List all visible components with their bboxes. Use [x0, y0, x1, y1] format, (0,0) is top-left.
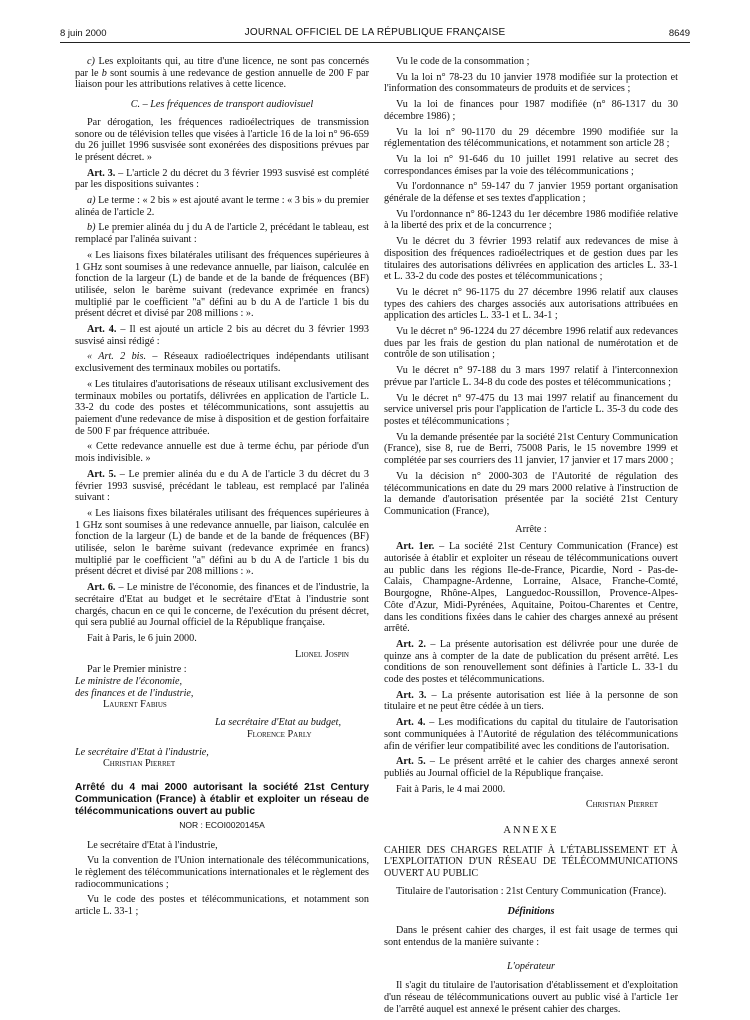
- visa: Vu le décret du 3 février 1993 relatif aux redevances de mise à disposition des fréquences radioélectriques et de gestion dues par les titulaires des autorisations délivrées en application des articles L. 33-1 et L. 33-2 du code des postes et télécommunications ;: [384, 236, 678, 283]
- quote: « Les liaisons fixes bilatérales utilisant des fréquences supérieures à 1 GHz sont soumises à une redevance annuelle, par liaison, calculée en fonction de la largeur (L) de bande et de la bande de fréquences (BF) utilisée, selon le barème suivant (redevance exprimée en francs) multiplié par le coefficient "a" défini au b du A de l'article 1 bis du présent décret et divisé par 208 millions : ».: [75, 249, 369, 320]
- visa: Vu l'ordonnance n° 59-147 du 7 janvier 1959 portant organisation générale de la défense et ses textes d'application ;: [384, 181, 678, 205]
- left-column: [75, 56, 369, 922]
- visa: Vu la demande présentée par la société 21st Century Communication (France), sise 8, rue de Berri, 75008 Paris, le 15 novembre 1999 et complétée par ses courriers des 11 janvier, 17 janvier et 17 mars 2000 ;: [384, 431, 678, 467]
- signature-parly: Florence Parly: [247, 728, 312, 740]
- industrie-title: Le secrétaire d'Etat à l'industrie,: [75, 746, 209, 758]
- visa: Vu l'ordonnance n° 86-1243 du 1er décembre 1986 modifiée relative à la liberté des prix et de la concurrence ;: [384, 208, 678, 232]
- operateur-heading: L'opérateur: [506, 960, 556, 972]
- titulaire: Titulaire de l'autorisation : 21st Century Communication (France).: [396, 885, 667, 897]
- paragraph: Dans le présent cahier des charges, il est fait usage de termes qui sont entendus de la manière suivante :: [384, 925, 678, 948]
- signature-jospin: Lionel Jospin: [295, 648, 349, 660]
- quote: « Cette redevance annuelle est due à terme échu, par période d'un mois indivisible. »: [75, 441, 369, 465]
- signature-pierret: Christian Pierret: [585, 799, 658, 811]
- article-5: Art. 5. – Le présent arrêté et le cahier des charges annexé seront publiés au Journal officiel de la République française.: [384, 756, 678, 779]
- paragraph: b) Le premier alinéa du j du A de l'article 2, précédant le tableau, est remplacé par l'alinéa suivant :: [75, 222, 369, 246]
- article-2: Art. 2. – La présente autorisation est délivrée pour une durée de quinze ans à compter de la date de publication du présent arrêté. Les conditions de son renouvellement sont définies à l'article L. 33-1 du code des postes et télécommunications.: [384, 638, 678, 686]
- paragraph: Par dérogation, les fréquences radioélectriques de transmission sonore ou de télévision telles que visées à l'article 16 de la loi n° 96-659 du 26 juillet 1996 susvisée sont exonérées des dispositions prévues par le présent décret. »: [75, 116, 369, 163]
- visa: Vu la loi n° 91-646 du 10 juillet 1991 relative au secret des correspondances émises par la voie des télécommunications ;: [384, 153, 678, 177]
- running-header: [60, 26, 690, 43]
- nor-reference: NOR : ECOI0020145A: [179, 819, 265, 830]
- visa: Vu le décret n° 96-1175 du 27 décembre 1996 relatif aux clauses types des cahiers des charges associés aux autorisations attribuées en application des articles L. 33-1 et L. 34-1 ;: [384, 286, 678, 322]
- visa: Vu la loi n° 90-1170 du 29 décembre 1990 modifiée sur la réglementation des télécommunications, et notamment son article 28 ;: [384, 126, 678, 150]
- header-date: 8 juin 2000: [60, 28, 107, 39]
- definitions-heading: Définitions: [507, 905, 555, 917]
- signature-fabius: Laurent Fabius: [103, 699, 167, 711]
- quote: « Les liaisons fixes bilatérales utilisant des fréquences supérieures à 1 GHz sont soumises à une redevance annuelle, par liaison, calculée en fonction de la largeur (L) de bande et de la bande de fréquences (BF) utilisée, selon le barème suivant (redevance exprimée en francs) multiplié par le coefficient "a" défini au b du A de l'article 1 bis du présent décret et divisé par 208 millions : ».: [75, 507, 369, 578]
- visa: Vu le décret n° 97-475 du 13 mai 1997 relatif au financement du service universel pris pour l'application de l'article L. 35-3 du code des postes et télécommunications ;: [384, 392, 678, 427]
- ministre-title-1: Le ministre de l'économie,: [75, 676, 183, 688]
- right-column: [384, 56, 678, 1020]
- paragraph: c) Les exploitants qui, au titre d'une licence, ne sont pas concernés par le b sont soumis à une redevance de gestion annuelle de 200 F par liaison pour les attributions relatives à cette licence.: [75, 56, 369, 91]
- visa: Vu le décret n° 97-188 du 3 mars 1997 relatif à l'interconnexion prévue par l'article L. 34-8 du code des postes et télécommunications ;: [384, 365, 678, 388]
- paragraph: Il s'agit du titulaire de l'autorisation d'établissement et d'exploitation d'un réseau de télécommunications ouvert au public visé à l'article 1er de l'arrêté auquel est annexé le présent cahier des charges.: [384, 980, 678, 1015]
- fait-a-paris: Fait à Paris, le 6 juin 2000.: [87, 632, 197, 644]
- secretaire-etat: Le secrétaire d'Etat à l'industrie,: [87, 839, 218, 851]
- visa: Vu la convention de l'Union internationale des télécommunications, le règlement des télécommunications internationales et le règlement des radiocommunications ;: [75, 855, 369, 890]
- quote: « Les titulaires d'autorisations de réseaux utilisant exclusivement des terminaux mobiles ou portatifs, délivrées en application de l'article L. 33-2 du code des postes et télécommunications, sont assujettis au paiement d'une redevance de mise à disposition et de gestion forfaitaire de 500 F par fréquence attribuée.: [75, 378, 369, 437]
- article-4: Art. 4. – Les modifications du capital du titulaire de l'autorisation sont communiquées à l'Autorité de régulation des télécommunications afin de vérifier leur compatibilité avec les conditions de l'autorisation.: [384, 717, 678, 752]
- fait-a-paris: Fait à Paris, le 4 mai 2000.: [396, 783, 506, 795]
- par-premier-ministre: Par le Premier ministre :: [87, 664, 187, 676]
- visa: Vu le code de la consommation ;: [396, 56, 530, 67]
- article-3: Art. 3. – La présente autorisation est liée à la personne de son titulaire et ne peut être cédée à un tiers.: [384, 689, 678, 713]
- header-title: JOURNAL OFFICIEL DE LA RÉPUBLIQUE FRANÇAISE: [244, 27, 506, 38]
- paragraph: a) Le terme : « 2 bis » est ajouté avant le terme : « 3 bis » du premier alinéa de l'article 2.: [75, 195, 369, 218]
- article-3: Art. 3. – L'article 2 du décret du 3 février 1993 susvisé est complété par les dispositions suivantes :: [75, 167, 369, 191]
- article-1: Art. 1er. – La société 21st Century Communication (France) est autorisée à établir et exploiter un réseau de télécommunications ouvert au public dans les régions Ile-de-France, Picardie, Nord - Pas-de-Calais, Champagne-Ardenne, Lorraine, Alsace, Franche-Comté, Bourgogne, Rhône-Alpes, Languedoc-Roussillon, Provence-Alpes-Côte d'Azur, Midi-Pyrénées, Aquitaine, Poitou-Charentes et Centre, dans les conditions fixées dans le cahier des charges annexé au présent arrêté.: [384, 541, 678, 635]
- visa: Vu le code des postes et télécommunications, et notamment son article L. 33-1 ;: [75, 894, 369, 918]
- visa: Vu la loi n° 78-23 du 10 janvier 1978 modifiée sur la protection et l'information des consommateurs de produits et de services ;: [384, 71, 678, 95]
- cahier-title: CAHIER DES CHARGES RELATIF À L'ÉTABLISSEMENT ET À L'EXPLOITATION D'UN RÉSEAU DE TÉLÉCOMMUNICATIONS OUVERT AU PUBLIC: [384, 844, 678, 880]
- visa: Vu la loi de finances pour 1987 modifiée (n° 86-1317 du 30 décembre 1986) ;: [384, 99, 678, 122]
- arrete-label: Arrête :: [515, 523, 547, 535]
- header-page-number: 8649: [668, 28, 690, 39]
- article-6: Art. 6. – Le ministre de l'économie, des finances et de l'industrie, la secrétaire d'Etat au budget et le secrétaire d'Etat à l'industrie sont chargés, chacun en ce qui le concerne, de l'exécution du présent décret, qui sera publié au Journal officiel de la République française.: [75, 582, 369, 629]
- article-4: Art. 4. – Il est ajouté un article 2 bis au décret du 3 février 1993 susvisé ainsi rédigé :: [75, 324, 369, 347]
- visa: Vu le décret n° 96-1224 du 27 décembre 1996 relatif aux redevances dues par les frais de gestion du plan national de numérotation et de contrôle de son utilisation ;: [384, 326, 678, 361]
- article-5: Art. 5. – Le premier alinéa du e du A de l'article 3 du décret du 3 février 1993 susvisé, précédant le tableau, est remplacé par l'alinéa suivant :: [75, 468, 369, 504]
- section-heading: C. – Les fréquences de transport audiovisuel: [130, 99, 314, 111]
- arrete-title: Arrêté du 4 mai 2000 autorisant la société 21st Century Communication (France) à établir et exploiter un réseau de télécommunications ouvert au public: [75, 781, 369, 817]
- annexe-heading: ANNEXE: [503, 825, 559, 837]
- ministre-title-2: des finances et de l'industrie,: [75, 687, 194, 699]
- visa: Vu la décision n° 2000-303 de l'Autorité de régulation des télécommunications en date du 29 mars 2000 relative à l'instruction de la demande d'autorisation présentée par la société 21st Century Communication (France),: [384, 470, 678, 517]
- signature-pierret: Christian Pierret: [103, 758, 176, 770]
- quote: « Art. 2 bis. – Réseaux radioélectriques indépendants utilisant exclusivement des terminaux mobiles ou portatifs.: [75, 351, 369, 375]
- budget-title: La secrétaire d'Etat au budget,: [215, 717, 342, 729]
